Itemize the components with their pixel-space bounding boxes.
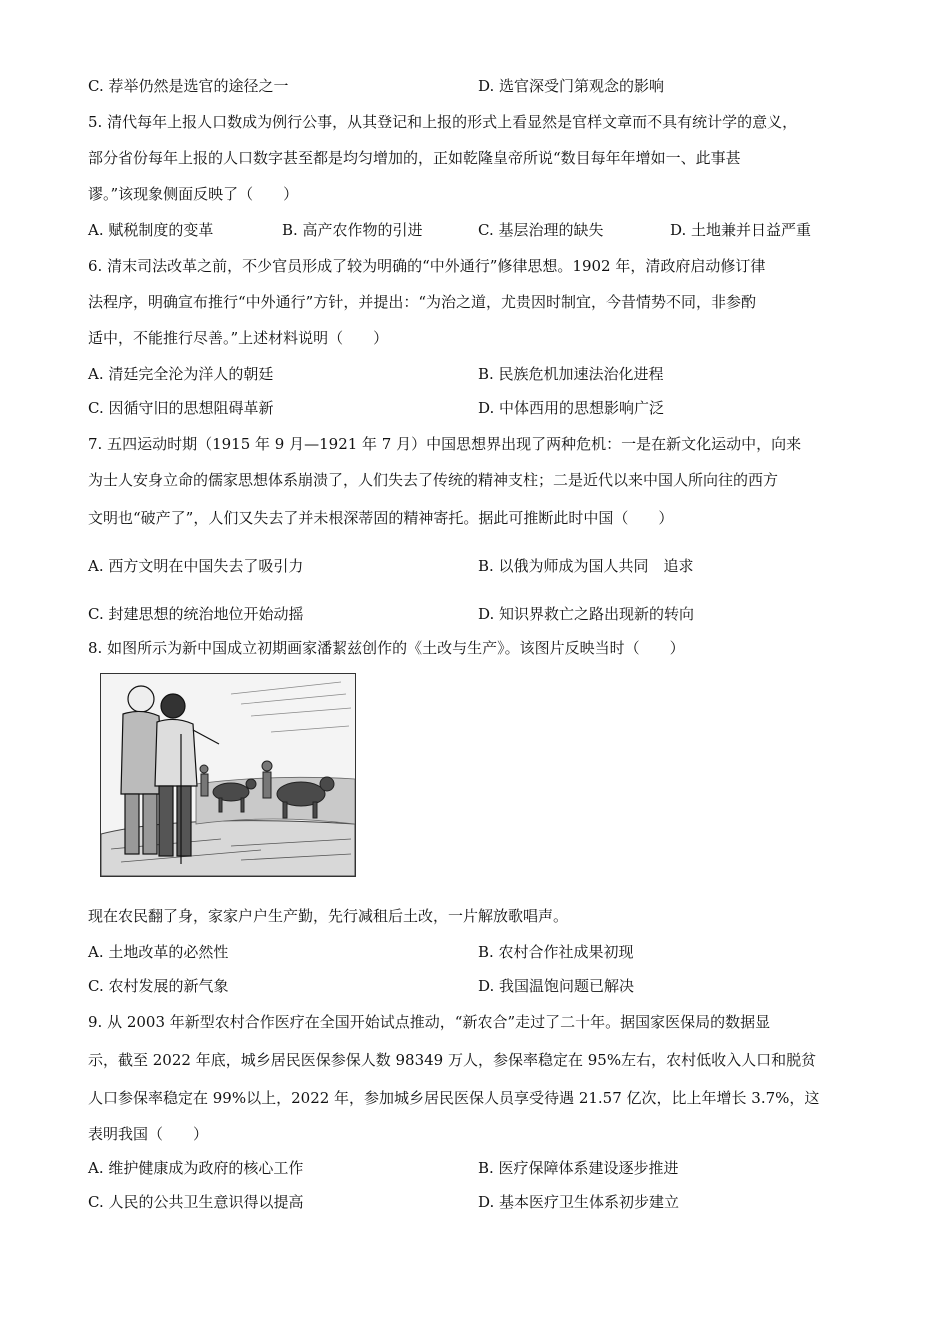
q9-stem-line-2: 示，截至 2022 年底，城乡居民医保参保人数 98349 万人，参保率稳定在 95%左右，农村低收入人口和脱贫 bbox=[88, 1051, 817, 1069]
q6-option-a: A. 清廷完全沦为洋人的朝廷 bbox=[88, 365, 274, 383]
q7-stem-line-3: 文明也“破产了”，人们又失去了并未根深蒂固的精神寄托。据此可推断此时中国（ ） bbox=[88, 509, 674, 527]
q9-stem-line-4: 表明我国（ ） bbox=[88, 1125, 209, 1143]
q4-option-d: D. 选官深受门第观念的影响 bbox=[478, 77, 665, 95]
q7-option-d: D. 知识界救亡之路出现新的转向 bbox=[478, 605, 695, 623]
q8-option-b: B. 农村合作社成果初现 bbox=[478, 943, 634, 961]
q6-stem-line-1: 6. 清末司法改革之前，不少官员形成了较为明确的“中外通行”修律思想。1902 年，清政府启动修订律 bbox=[88, 257, 766, 275]
q5-option-b: B. 高产农作物的引进 bbox=[282, 221, 423, 239]
q7-option-b: B. 以俄为师成为国人共同 追求 bbox=[478, 557, 694, 575]
q5-stem-line-3: 谬。”该现象侧面反映了（ ） bbox=[88, 185, 299, 203]
q8-option-a: A. 土地改革的必然性 bbox=[88, 943, 229, 961]
q9-option-b: B. 医疗保障体系建设逐步推进 bbox=[478, 1159, 679, 1177]
q7-option-c: C. 封建思想的统治地位开始动摇 bbox=[88, 605, 304, 623]
q4-option-c: C. 荐举仍然是选官的途径之一 bbox=[88, 77, 289, 95]
q9-stem-line-3: 人口参保率稳定在 99%以上，2022 年，参加城乡居民医保人员享受待遇 21.57 亿次，比上年增长 3.7%，这 bbox=[88, 1089, 820, 1107]
q6-option-c: C. 因循守旧的思想阻碍革新 bbox=[88, 399, 274, 417]
q9-option-a: A. 维护健康成为政府的核心工作 bbox=[88, 1159, 304, 1177]
q7-stem-line-2: 为士人安身立命的儒家思想体系崩溃了，人们失去了传统的精神支柱；二是近代以来中国人所向往的西方 bbox=[88, 471, 779, 489]
q5-option-c: C. 基层治理的缺失 bbox=[478, 221, 604, 239]
land-reform-illustration bbox=[100, 673, 356, 877]
q7-stem-line-1: 7. 五四运动时期（1915 年 9 月—1921 年 7 月）中国思想界出现了两种危机：一是在新文化运动中，向来 bbox=[88, 435, 802, 453]
q9-stem-line-1: 9. 从 2003 年新型农村合作医疗在全国开始试点推动，“新农合”走过了二十年。据国家医保局的数据显 bbox=[88, 1013, 771, 1031]
q6-option-b: B. 民族危机加速法治化进程 bbox=[478, 365, 664, 383]
q7-option-a: A. 西方文明在中国失去了吸引力 bbox=[88, 557, 304, 575]
q6-stem-line-3: 适中，不能推行尽善。”上述材料说明（ ） bbox=[88, 329, 389, 347]
q5-stem-line-2: 部分省份每年上报的人口数字甚至都是均匀增加的，正如乾隆皇帝所说“数目每年年增如一、此事甚 bbox=[88, 149, 741, 167]
q8-option-c: C. 农村发展的新气象 bbox=[88, 977, 229, 995]
woodcut-sketch bbox=[101, 674, 355, 876]
q9-option-d: D. 基本医疗卫生体系初步建立 bbox=[478, 1193, 680, 1211]
q8-stem-line-1: 8. 如图所示为新中国成立初期画家潘絜兹创作的《土改与生产》。该图片反映当时（ ） bbox=[88, 639, 685, 657]
q5-stem-line-1: 5. 清代每年上报人口数成为例行公事，从其登记和上报的形式上看显然是官样文章而不具有统计学的意义， bbox=[88, 113, 798, 131]
q5-option-d: D. 土地兼并日益严重 bbox=[670, 221, 812, 239]
q8-option-d: D. 我国温饱问题已解决 bbox=[478, 977, 635, 995]
q5-option-a: A. 赋税制度的变革 bbox=[88, 221, 214, 239]
q6-option-d: D. 中体西用的思想影响广泛 bbox=[478, 399, 665, 417]
q6-stem-line-2: 法程序，明确宣布推行“中外通行”方针，并提出：“为治之道，尤贵因时制宜，今昔情势不同，非参酌 bbox=[88, 293, 757, 311]
q8-caption: 现在农民翻了身，家家户户生产勤，先行减租后土改，一片解放歌唱声。 bbox=[88, 907, 569, 925]
q9-option-c: C. 人民的公共卫生意识得以提高 bbox=[88, 1193, 304, 1211]
